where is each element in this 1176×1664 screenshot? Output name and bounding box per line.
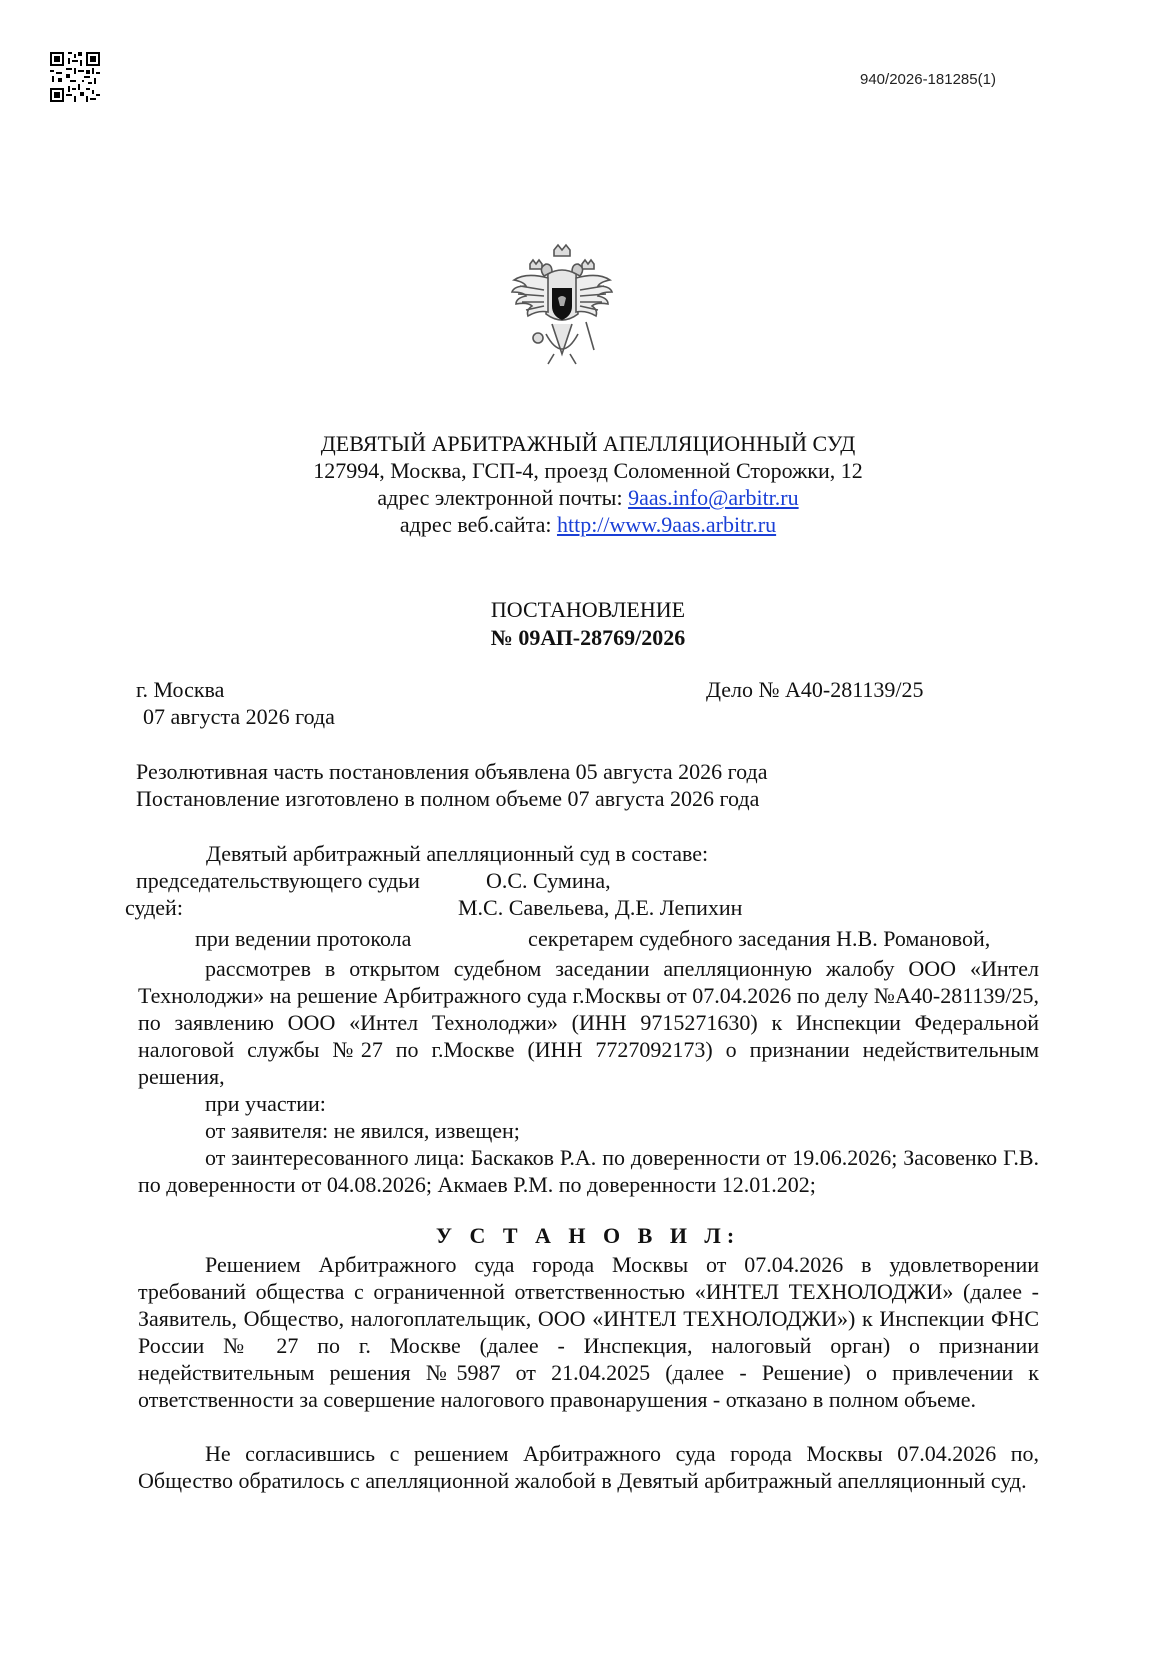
document-title: ПОСТАНОВЛЕНИЕ: [490, 597, 686, 622]
protocol-label: при ведении протокола: [195, 926, 412, 951]
resolution-number: № 09АП-28769/2026: [490, 625, 686, 650]
site-link[interactable]: http://www.9aas.arbitr.ru: [556, 512, 777, 537]
participation-label: при участии:: [205, 1091, 326, 1116]
email-link[interactable]: 9aas.info@arbitr.ru: [628, 485, 799, 510]
document-title-block: [0, 596, 1176, 652]
document-date: 07 августа 2026 года: [143, 704, 335, 729]
body-paragraph-2: Не согласившись с решением Арбитражного суда города Москвы 07.04.2026 по, Общество обратилось с апелляционной жалобой в Девятый арбитражный апелляционный суд.: [138, 1441, 1039, 1493]
city: г. Москва: [136, 677, 225, 702]
made-line: Постановление изготовлено в полном объеме 07 августа 2026 года: [136, 786, 760, 811]
email-label: адрес электронной почты:: [377, 485, 623, 510]
composition-intro: Девятый арбитражный апелляционный суд в составе:: [206, 841, 709, 866]
interested-paragraph: от заинтересованного лица: Баскаков Р.А. по доверенности от 19.06.2026; Засовенко Г.В. по доверенности от 04.08.2026; Акмаев Р.М. по доверенности 12.01.202;: [138, 1145, 1039, 1197]
presiding-name: О.С. Сумина,: [486, 868, 611, 893]
court-name: ДЕВЯТЫЙ АРБИТРАЖНЫЙ АПЕЛЛЯЦИОННЫЙ СУД: [320, 431, 856, 456]
court-email-line: [0, 484, 1176, 511]
presiding-label: председательствующего судьи: [136, 868, 420, 893]
announce-line: Резолютивная часть постановления объявлена 05 августа 2026 года: [136, 759, 768, 784]
applicant-line: от заявителя: не явился, извещен;: [205, 1118, 520, 1143]
court-address: 127994, Москва, ГСП-4, проезд Соломенной Сторожки, 12: [313, 458, 863, 483]
site-label: адрес веб.сайта:: [399, 512, 552, 537]
qr-code-icon: [50, 52, 100, 102]
coat-of-arms-icon: [508, 242, 616, 376]
judges-label: судей:: [125, 895, 183, 920]
protocol-name: секретарем судебного заседания Н.В. Романовой,: [528, 926, 991, 951]
document-code: 940/2026-181285(1): [860, 71, 996, 88]
court-header: [0, 430, 1176, 538]
case-number: Дело № А40-281139/25: [706, 677, 924, 702]
body-paragraph-1: Решением Арбитражного суда города Москвы от 07.04.2026 в удовлетворении требований общества с ограниченной ответственностью «ИНТЕЛ ТЕХНОЛОДЖИ» (далее - Заявитель, Общество, налогоплательщик, ООО «ИНТЕЛ ТЕХНОЛОДЖИ») к Инспекции ФНС России № 27 по г. Москве (далее - Инспекция, налоговый орган) о признании недействительным решения №5987 от 21.04.2025 (далее - Решение) о привлечении к ответственности за совершение налогового правонарушения - отказано в полном объеме.: [138, 1252, 1039, 1412]
considering-paragraph: рассмотрев в открытом судебном заседании апелляционную жалобу ООО «Интел Технолоджи» на решение Арбитражного суда г.Москвы от 07.04.2026 по делу №А40-281139/25, по заявлению ООО «Интел Технолоджи» (ИНН 9715271630) к Инспекции Федеральной налоговой службы №27 по г.Москве (ИНН 7727092173) о признании недействительным решения,: [138, 956, 1039, 1089]
judges-names: М.С. Савельева, Д.Е. Лепихин: [458, 895, 743, 920]
court-site-line: [0, 511, 1176, 538]
established-heading: У С Т А Н О В И Л:: [435, 1223, 741, 1248]
